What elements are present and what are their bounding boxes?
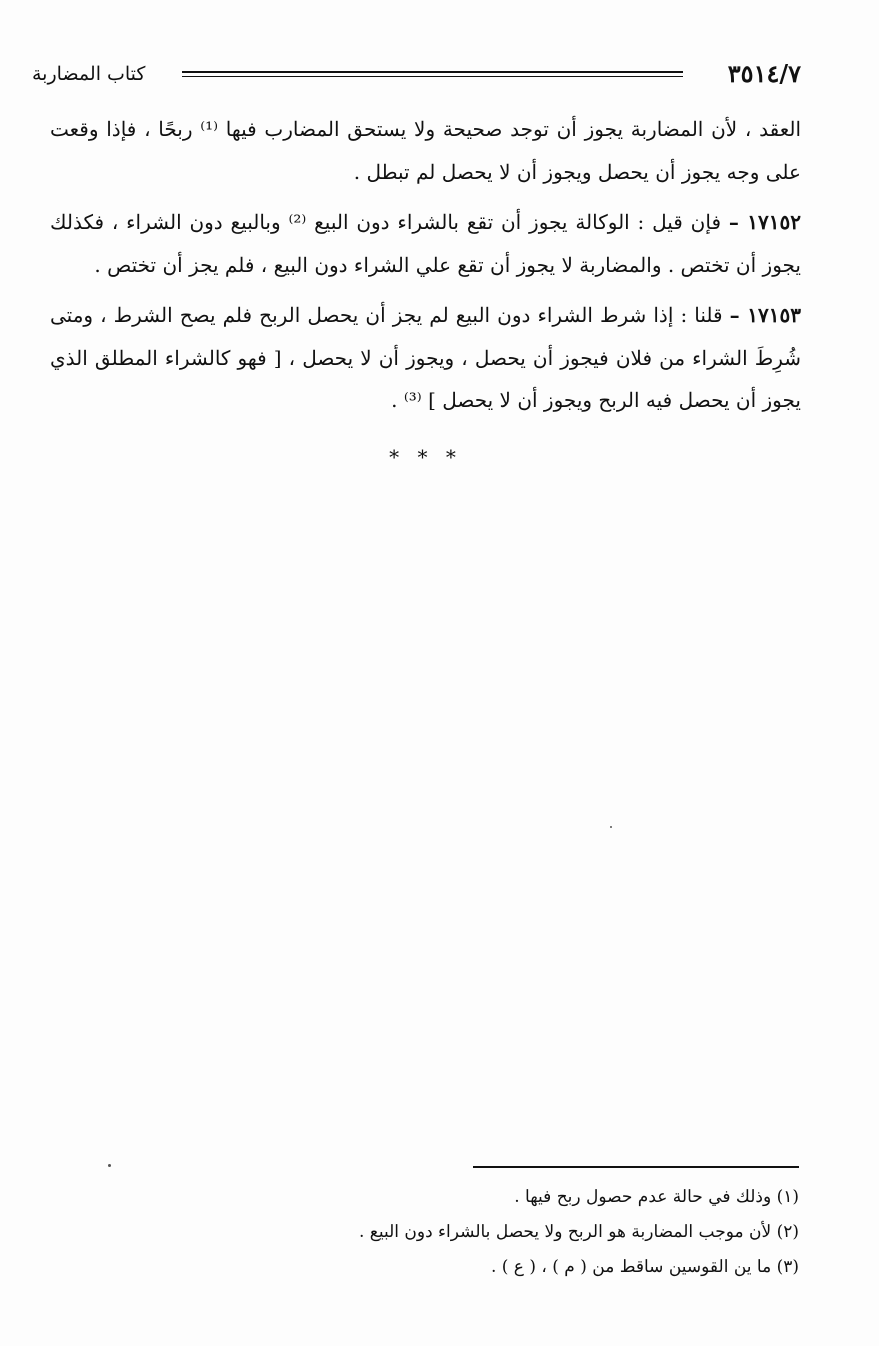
- paragraph-text: قلنا : إذا شرط الشراء دون البيع لم يجز أن يحصل الربح فلم يصح الشرط ، ومتى شُرِطَ الشراء من فلان فيجوز أن يحصل ، ويجوز أن لا يحصل ، [ فهو كالشراء المطلق الذي يجوز أن يحصل فيه الربح ويجوز أن لا يحصل ] ⁽³⁾ .: [50, 303, 801, 412]
- chapter-title: كتاب المضاربة: [32, 63, 146, 85]
- footnote: (٣) ما ين القوسين ساقط من ( م ) ، ( ع ) .: [490, 1257, 799, 1277]
- footnotes: [120, 1180, 799, 1285]
- paragraph-number: ١٧١٥٣ –: [729, 303, 801, 327]
- scan-speck: [610, 826, 612, 828]
- paragraph-number: ١٧١٥٢ –: [728, 210, 802, 234]
- header-rule-thin: [182, 76, 683, 77]
- scan-speck: [108, 1164, 111, 1167]
- footnote-rule: [473, 1166, 799, 1168]
- footnote: (٢) لأن موجب المضاربة هو الربح ولا يحصل بالشراء دون البيع .: [358, 1222, 799, 1242]
- paragraph: [50, 201, 801, 286]
- paragraph-text: فإن قيل : الوكالة يجوز أن تقع بالشراء دون البيع ⁽²⁾ وبالبيع دون الشراء ، فكذلك يجوز أن تختص . والمضاربة لا يجوز أن تقع علي الشراء دون البيع ، فلم يجز أن تختص .: [50, 210, 801, 277]
- paragraph: [50, 108, 801, 193]
- header-rule: [182, 71, 683, 73]
- footnote: (١) وذلك في حالة عدم حصول ربح فيها .: [514, 1187, 799, 1207]
- paragraph: [50, 294, 801, 422]
- section-separator: * * *: [389, 444, 462, 469]
- page-header: [32, 58, 801, 92]
- paragraph-text: العقد ، لأن المضاربة يجوز أن توجد صحيحة ولا يستحق المضارب فيها ⁽¹⁾ ربحًا ، فإذا وقعت على وجه يجوز أن يحصل ويجوز أن لا يحصل لم تبطل .: [50, 117, 801, 184]
- main-text: [50, 108, 801, 478]
- page-reference: ٣٥١٤/٧: [727, 59, 801, 88]
